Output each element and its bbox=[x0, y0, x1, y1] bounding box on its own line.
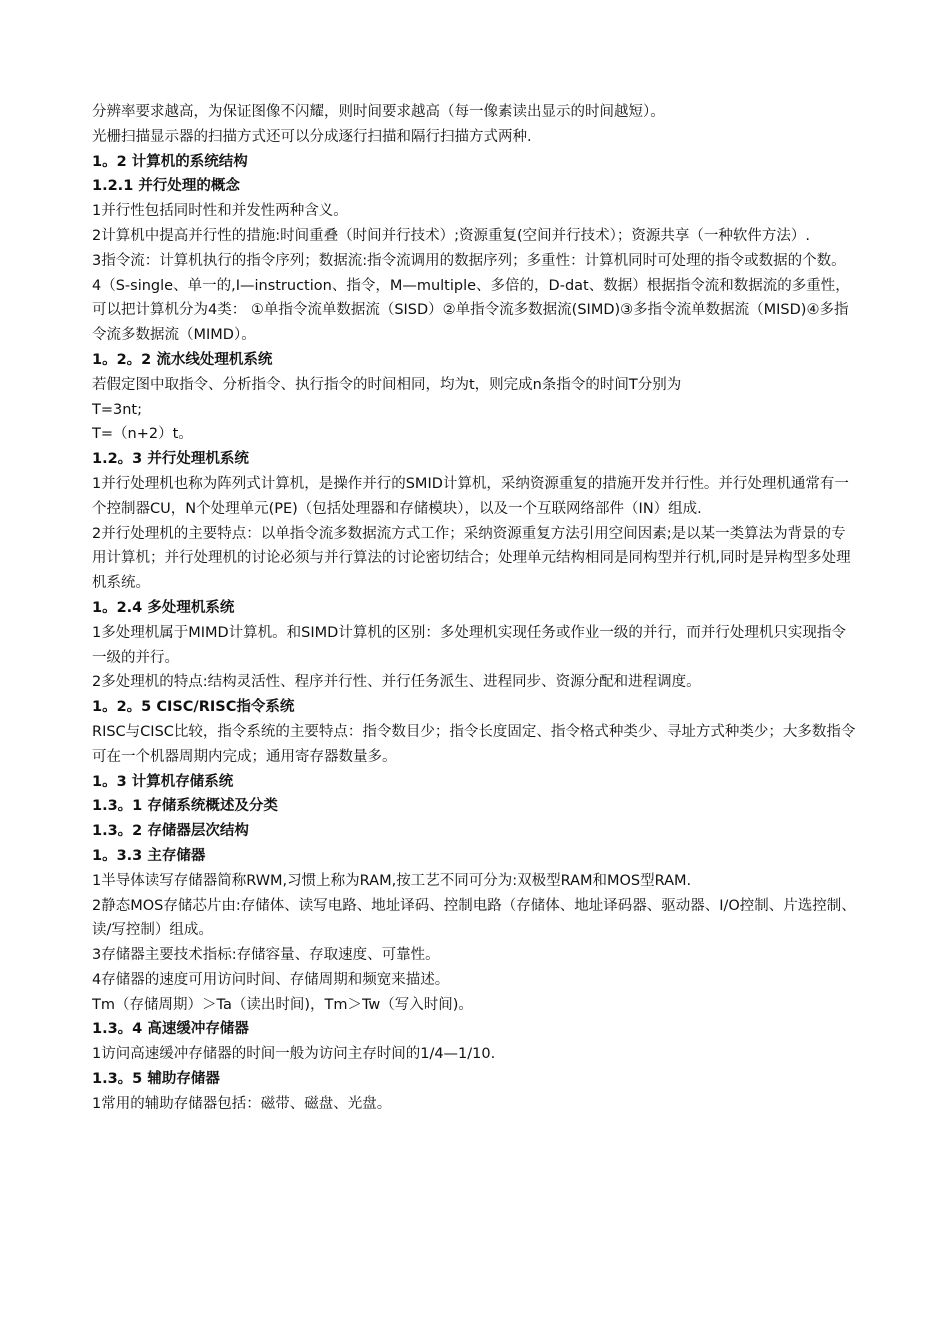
section-heading: 1。2 计算机的系统结构 bbox=[92, 153, 248, 170]
paragraph: 3指令流：计算机执行的指令序列；数据流:指令流调用的数据序列；多重性：计算机同时可处理的指令或数据的个数。 bbox=[92, 252, 846, 269]
document-page bbox=[92, 100, 860, 1117]
paragraph: T=3nt; bbox=[92, 401, 142, 418]
paragraph: 2并行处理机的主要特点：以单指令流多数据流方式工作；采纳资源重复方法引用空间因素;是以某一类算法为背景的专用计算机；并行处理机的讨论必须与并行算法的讨论密切结合；处理单元结构相同是同构型并行机,同时是异构型多处理机系统。 bbox=[92, 525, 851, 592]
section-heading: 1.2。3 并行处理机系统 bbox=[92, 451, 249, 468]
section-heading: 1.3。1 存储系统概述及分类 bbox=[92, 798, 278, 815]
paragraph: T=（n+2）t。 bbox=[92, 426, 193, 443]
paragraph: 若假定图中取指令、分析指令、执行指令的时间相同，均为t，则完成n条指令的时间T分别为 bbox=[92, 376, 682, 393]
section-heading: 1。3 计算机存储系统 bbox=[92, 773, 234, 790]
paragraph: 1访问高速缓冲存储器的时间一般为访问主存时间的1/4—1/10. bbox=[92, 1046, 496, 1063]
paragraph: 2静态MOS存储芯片由:存储体、读写电路、地址译码、控制电路（存储体、地址译码器、驱动器、I/O控制、片选控制、读/写控制）组成。 bbox=[92, 897, 856, 939]
section-heading: 1.3。4 高速缓冲存储器 bbox=[92, 1021, 249, 1038]
paragraph: Tm（存储周期）＞Ta（读出时间)，Tm＞Tw（写入时间)。 bbox=[92, 996, 473, 1013]
paragraph: 3存储器主要技术指标:存储容量、存取速度、可靠性。 bbox=[92, 947, 440, 964]
paragraph: 1并行性包括同时性和并发性两种含义。 bbox=[92, 203, 348, 220]
section-heading: 1。3.3 主存储器 bbox=[92, 847, 206, 864]
paragraph: 4存储器的速度可用访问时间、存储周期和频宽来描述。 bbox=[92, 971, 450, 988]
section-heading: 1.3。5 辅助存储器 bbox=[92, 1071, 220, 1088]
paragraph: 2多处理机的特点:结构灵活性、程序并行性、并行任务派生、进程同步、资源分配和进程调度。 bbox=[92, 674, 701, 691]
paragraph: 4（S-single、单一的,I—instruction、指令，M—multiple、多倍的，D-dat、数据）根据指令流和数据流的多重性，可以把计算机分为4类： ①单指令流单数据流（SISD）②单指令流多数据流(SIMD)③多指令流单数据流（MISD)④多指令流多数据流（MIMD）。 bbox=[92, 277, 850, 344]
paragraph: 光栅扫描显示器的扫描方式还可以分成逐行扫描和隔行扫描方式两种. bbox=[92, 128, 532, 145]
section-heading: 1。2。5 CISC/RISC指令系统 bbox=[92, 699, 295, 716]
paragraph: 1常用的辅助存储器包括：磁带、磁盘、光盘。 bbox=[92, 1095, 392, 1112]
section-heading: 1。2.4 多处理机系统 bbox=[92, 599, 235, 616]
paragraph: 1并行处理机也称为阵列式计算机，是操作并行的SMID计算机，采纳资源重复的措施开发并行性。并行处理机通常有一个控制器CU，N个处理单元(PE)（包括处理器和存储模块），以及一个互联网络部件（IN）组成. bbox=[92, 475, 849, 517]
section-heading: 1.3。2 存储器层次结构 bbox=[92, 823, 249, 840]
paragraph: RISC与CISC比较，指令系统的主要特点：指令数目少；指令长度固定、指令格式种类少、寻址方式种类少；大多数指令可在一个机器周期内完成；通用寄存器数量多。 bbox=[92, 723, 856, 765]
paragraph: 1半导体读写存储器简称RWM,习惯上称为RAM,按工艺不同可分为:双极型RAM和MOS型RAM. bbox=[92, 872, 692, 889]
section-heading: 1.2.1 并行处理的概念 bbox=[92, 178, 240, 195]
section-heading: 1。2。2 流水线处理机系统 bbox=[92, 351, 273, 368]
paragraph: 分辨率要求越高，为保证图像不闪耀，则时间要求越高（每一像素读出显示的时间越短）。 bbox=[92, 104, 665, 120]
paragraph: 2计算机中提高并行性的措施:时间重叠（时间并行技术）;资源重复(空间并行技术）；资源共享（一种软件方法）. bbox=[92, 227, 811, 244]
paragraph: 1多处理机属于MIMD计算机。和SIMD计算机的区别：多处理机实现任务或作业一级的并行，而并行处理机只实现指令一级的并行。 bbox=[92, 624, 846, 666]
